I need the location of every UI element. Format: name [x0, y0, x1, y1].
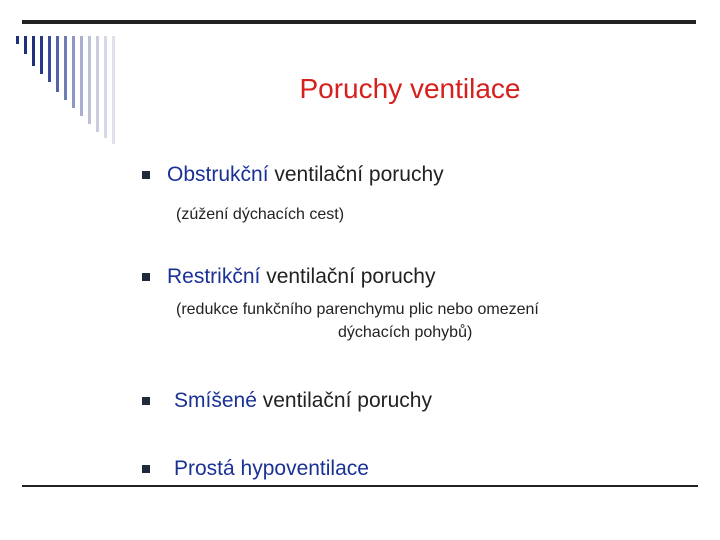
bottom-rule: [22, 485, 698, 487]
item-lead: Prostá hypoventilace: [174, 457, 369, 480]
item-note-line-1: (redukce funkčního parenchymu plic nebo omezení: [176, 301, 539, 318]
item-lead: Smíšené: [174, 389, 257, 412]
top-rule: [22, 20, 696, 24]
item-lead: Restrikční: [167, 265, 261, 288]
list-item-mixed: [174, 388, 432, 414]
item-rest: ventilační poruchy: [268, 163, 444, 186]
list-item-obstructive: [167, 162, 444, 188]
bullet-marker: [142, 171, 150, 179]
slide-title: Poruchy ventilace: [299, 73, 521, 104]
list-item-hypoventilation: [174, 456, 369, 482]
item-note-line-2: dýchacích pohybů): [338, 324, 473, 341]
bullet-marker: [142, 273, 150, 281]
item-rest: ventilační poruchy: [256, 389, 432, 412]
list-item-restrictive: [167, 264, 435, 290]
item-lead: Obstrukční: [167, 163, 269, 186]
item-note: (zúžení dýchacích cest): [176, 206, 345, 223]
bullet-marker: [142, 465, 150, 473]
item-rest: ventilační poruchy: [260, 265, 436, 288]
bullet-marker: [142, 397, 150, 405]
